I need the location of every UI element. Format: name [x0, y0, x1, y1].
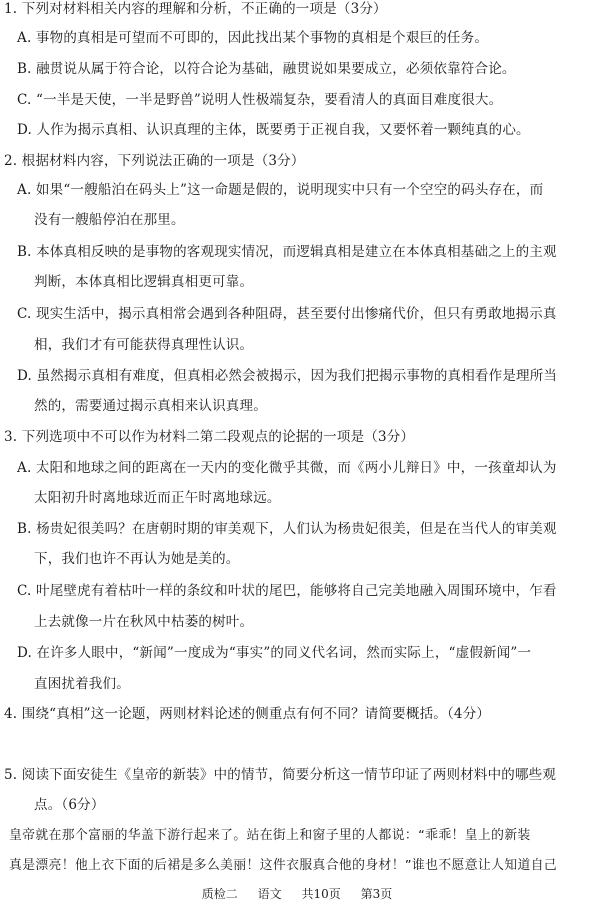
question-5-stem: 5. 阅读下面安徒生《皇帝的新装》中的情节，简要分析这一情节印证了两则材料中的哪些观: [4, 767, 557, 783]
question-1-stem: 1. 下列对材料相关内容的理解和分析，不正确的一项是（3分）: [4, 1, 387, 17]
passage-line-1: 皇帝就在那个富丽的华盖下游行起来了。站在街上和窗子里的人都说：“乖乖！皇上的新装: [9, 828, 531, 843]
question-2-option-d-cont: 然的，需要通过揭示真相来认识真理。: [34, 398, 267, 414]
question-2-option-a-cont: 没有一艘船停泊在那里。: [34, 212, 185, 228]
question-3-option-c: C. 叶尾壁虎有着枯叶一样的条纹和叶状的尾巴，能够将自己完美地融入周围环境中，乍看: [17, 583, 557, 599]
question-4-stem: 4. 围绕“真相”这一论题，两则材料论述的侧重点有何不同？请简要概括。（4分）: [4, 706, 491, 722]
question-2-stem: 2. 根据材料内容，下列说法正确的一项是（3分）: [4, 153, 305, 169]
question-3-option-b: B. 杨贵妃很美吗？在唐朝时期的审美观下，人们认为杨贵妃很美，但是在当代人的审美观: [17, 521, 557, 537]
passage-line-2: 真是漂亮！他上衣下面的后裙是多么美丽！这件衣服真合他的身材！”谁也不愿意让人知道自己: [9, 858, 558, 873]
question-3-option-d: D. 在许多人眼中，“新闻”一度成为“事实”的同义代名词，然而实际上，“虚假新闻”一: [17, 645, 532, 661]
page-footer: [0, 886, 594, 902]
question-3-option-c-cont: 上去就像一片在秋风中枯萎的树叶。: [34, 614, 254, 630]
question-3-option-d-cont: 直困扰着我们。: [34, 676, 130, 692]
footer-exam: 质检二: [201, 887, 238, 901]
question-3-option-b-cont: 下，我们也许不再认为她是美的。: [34, 551, 240, 567]
question-2-option-b-cont: 判断，本体真相比逻辑真相更可靠。: [34, 274, 254, 290]
footer-page-number: 第3页: [360, 887, 393, 901]
question-2-option-c: C. 现实生活中，揭示真相常会遇到各种阻碍，甚至要付出惨痛代价，但只有勇敢地揭示真: [17, 306, 557, 322]
question-3-stem: 3. 下列选项中不可以作为材料二第二段观点的论据的一项是（3分）: [4, 429, 415, 445]
question-3-option-a: A. 太阳和地球之间的距离在一天内的变化微乎其微，而《两小儿辩日》中，一孩童却认为: [17, 460, 557, 476]
question-2-option-b: B. 本体真相反映的是事物的客观现实情况，而逻辑真相是建立在本体真相基础之上的主观: [17, 244, 557, 260]
footer-subject: 语文: [257, 887, 282, 901]
footer-total-pages: 共10页: [301, 887, 341, 901]
question-1-option-c: C. “一半是天使，一半是野兽”说明人性极端复杂，要看清人的真面目难度很大。: [17, 92, 503, 108]
question-2-option-c-cont: 相，我们才有可能获得真理性认识。: [34, 337, 254, 353]
question-1-option-d: D. 人作为揭示真相、认识真理的主体，既要勇于正视自我，又要怀着一颗纯真的心。: [17, 122, 530, 138]
question-2-option-a: A. 如果“一艘船泊在码头上”这一命题是假的，说明现实中只有一个空空的码头存在，而: [17, 182, 544, 198]
question-3-option-a-cont: 太阳初升时离地球近而正午时离地球远。: [34, 490, 281, 506]
question-1-option-b: B. 融贯说从属于符合论，以符合论为基础，融贯说如果要成立，必须依靠符合论。: [17, 61, 516, 77]
question-1-option-a: A. 事物的真相是可望而不可即的，因此找出某个事物的真相是个艰巨的任务。: [17, 30, 489, 46]
question-2-option-d: D. 虽然揭示真相有难度，但真相必然会被揭示，因为我们把揭示事物的真相看作是理所当: [17, 368, 558, 384]
question-5-stem-cont: 点。（6分）: [34, 797, 105, 813]
